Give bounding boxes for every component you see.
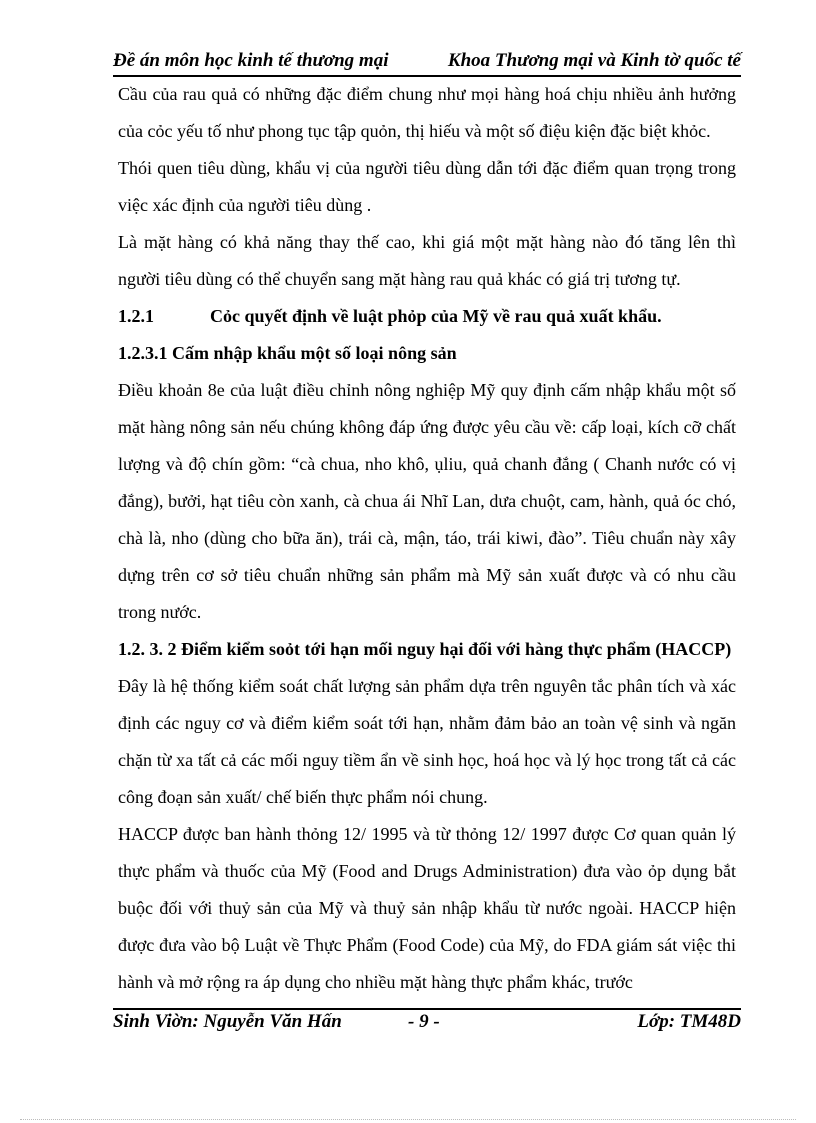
heading-1-2-1 [118, 298, 736, 335]
paragraph-1: Cầu của rau quả có những đặc điểm chung như mọi hàng hoá chịu nhiều ảnh hưởng của cỏc yếu tố như phong tục tập quỏn, thị hiếu và một số điệu kiện đặc biệt khỏc. [118, 84, 736, 141]
header-course-title: Đề án môn học kinh tế thương mại [113, 50, 389, 71]
paragraph-5: Đây là hệ thống kiểm soát chất lượng sản phẩm dựa trên nguyên tắc phân tích và xác định các nguy cơ và điểm kiểm soát tới hạn, nhằm đảm bảo an toàn vệ sinh và ngăn chặn từ xa tất cả các mối nguy tiềm ẩn về sinh học, hoá học và lý học trong tất cả các công đoạn sản xuất/ chế biến thực phẩm nói chung. [118, 676, 736, 807]
paragraph-4: Điều khoản 8e của luật điều chỉnh nông nghiệp Mỹ quy định cấm nhập khẩu một số mặt hàng nông sản nếu chúng không đáp ứng được yêu cầu về: cấp loại, kích cỡ chất lượng và độ chín gồm: “cà chua, nho khô, ụliu, quả chanh đắng ( Chanh nước có vị đắng), bưởi, hạt tiêu còn xanh, cà chua ái Nhĩ Lan, dưa chuột, cam, hành, quả óc chó, chà là, nho (dùng cho bữa ăn), trái cà, mận, táo, trái kiwi, đào”. Tiêu chuẩn này xây dựng trên cơ sở tiêu chuẩn những sản phẩm mà Mỹ sản xuất được và có nhu cầu trong nước. [118, 380, 736, 622]
footer-page-number: - 9 - [408, 1011, 440, 1032]
paragraph-2: Thói quen tiêu dùng, khẩu vị của người tiêu dùng dẫn tới đặc điểm quan trọng trong việc xác định của người tiêu dùng . [118, 158, 736, 215]
footer-student: Sinh Viờn: Nguyễn Văn Hấn [113, 1011, 342, 1032]
paragraph-6: HACCP được ban hành thỏng 12/ 1995 và từ thỏng 12/ 1997 được Cơ quan quản lý thực phẩm và thuốc của Mỹ (Food and Drugs Administration) đưa vào ỏp dụng bắt buộc đối với thuỷ sản của Mỹ và thuỷ sản nhập khẩu từ nước ngoài. HACCP hiện được đưa vào bộ Luật về Thực Phẩm (Food Code) của Mỹ, do FDA giám sát việc thi hành và mở rộng ra áp dụng cho nhiều mặt hàng thực phẩm khác, trước [118, 824, 736, 992]
heading-1-2-1-text: Cỏc quyết định về luật phỏp của Mỹ về rau quả xuất khẩu. [210, 306, 662, 326]
heading-1-2-3-2: 1.2. 3. 2 Điểm kiểm soỏt tới hạn mối nguy hại đối với hàng thực phẩm (HACCP) [118, 639, 732, 659]
page-footer [113, 1008, 741, 1033]
page-content [118, 76, 736, 1001]
heading-1-2-3-1: 1.2.3.1 Cấm nhập khẩu một số loại nông sản [118, 343, 457, 363]
paragraph-3: Là mặt hàng có khả năng thay thế cao, khi giá một mặt hàng nào đó tăng lên thì người tiêu dùng có thể chuyển sang mặt hàng rau quả khác có giá trị tương tự. [118, 232, 736, 289]
header-faculty: Khoa Thương mại và Kinh tờ quốc tế [447, 50, 741, 71]
page-header [113, 50, 741, 77]
footer-class: Lớp: TM48D [637, 1011, 741, 1032]
page-bottom-divider [20, 1119, 796, 1120]
heading-1-2-1-number: 1.2.1 [118, 306, 154, 326]
